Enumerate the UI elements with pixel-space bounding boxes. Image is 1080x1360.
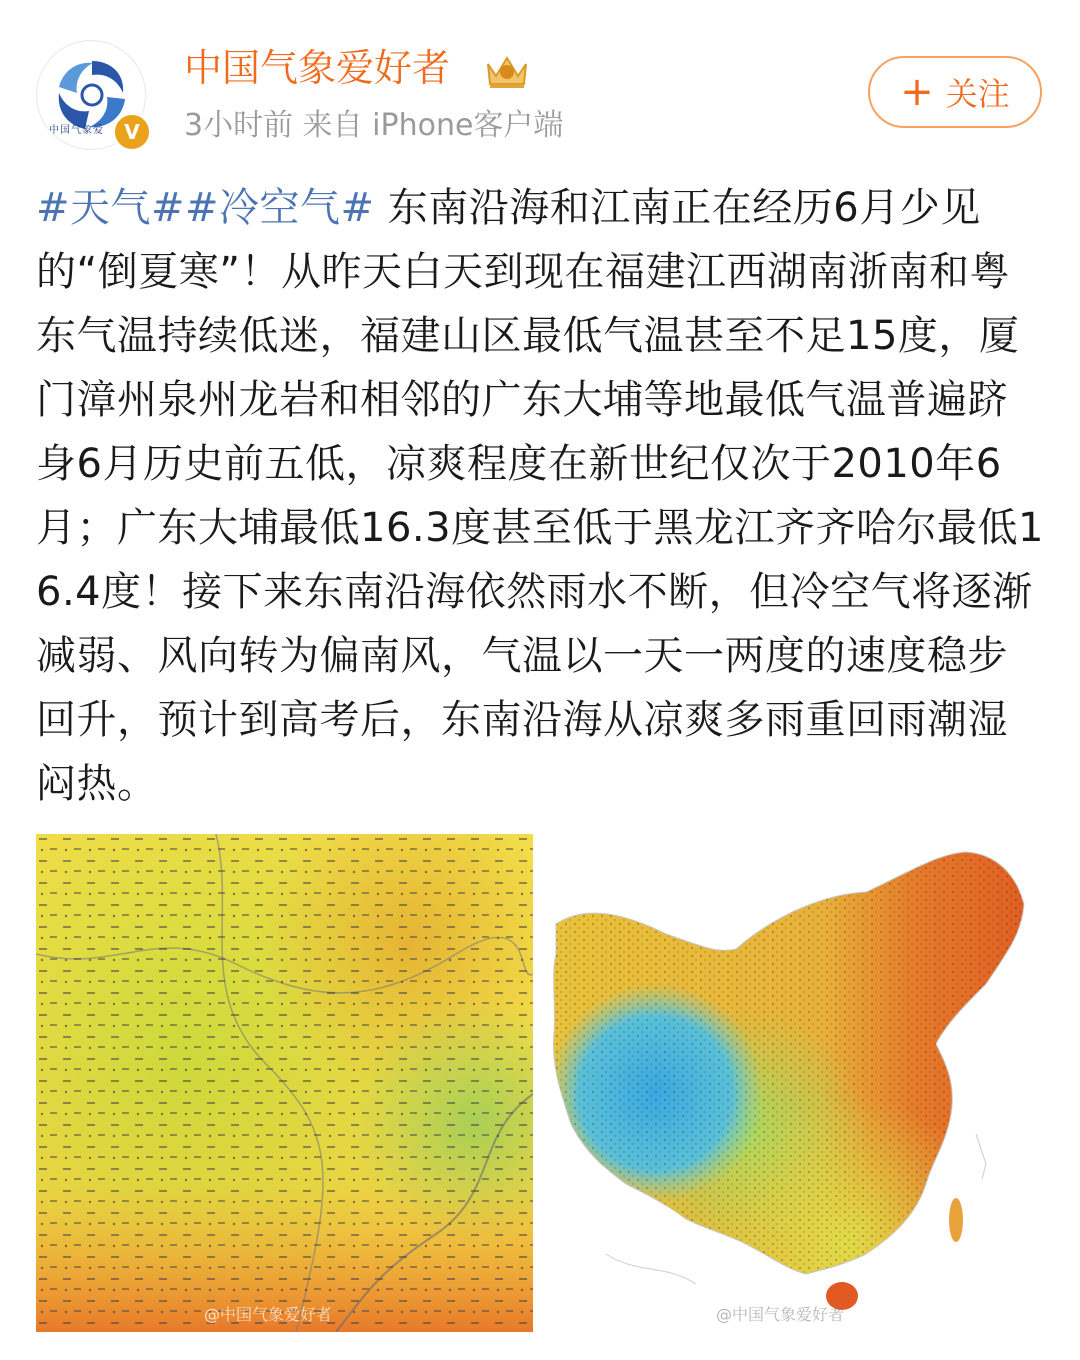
crown-icon [484,50,530,90]
taiwan-island [949,1198,963,1242]
zoomed-map-graphic [36,834,533,1332]
post-body [36,176,1046,816]
follow-button[interactable] [868,56,1042,128]
china-map-graphic [546,834,1043,1332]
verified-badge-icon: V [112,112,152,152]
hashtag-cold-air[interactable]: #冷空气# [185,185,375,231]
avatar-logo-text: 中国气象爱 [49,125,104,136]
post-meta: 3小时前 来自 iPhone客户端 [184,108,564,143]
image-watermark: @中国气象爱好者 [716,1305,845,1324]
username[interactable]: 中国气象爱好者 [184,46,451,90]
image-watermark: @中国气象爱好者 [204,1305,333,1324]
hashtag-weather[interactable]: #天气# [36,185,186,231]
follow-label: 关注 [945,75,1010,113]
plus-icon: + [900,69,934,115]
temperature-map-zoomed[interactable] [36,834,533,1332]
temperature-map-china[interactable] [546,834,1043,1332]
post-text: 东南沿海和江南正在经历6月少见的“倒夏寒”！从昨天白天到现在福建江西湖南浙南和粤东气温持续低迷，福建山区最低气温甚至不足15度，厦门漳州泉州龙岩和相邻的广东大埔等地最低气温普遍跻身6月历史前五低，凉爽程度在新世纪仅次于2010年6月；广东大埔最低16.3度甚至低于黑龙江齐齐哈尔最低16.4度！接下来东南沿海依然雨水不断，但冷空气将逐渐减弱、风向转为偏南风，气温以一天一两度的速度稳步回升，预计到高考后，东南沿海从凉爽多雨重回雨潮湿闷热。 [36,185,1045,807]
